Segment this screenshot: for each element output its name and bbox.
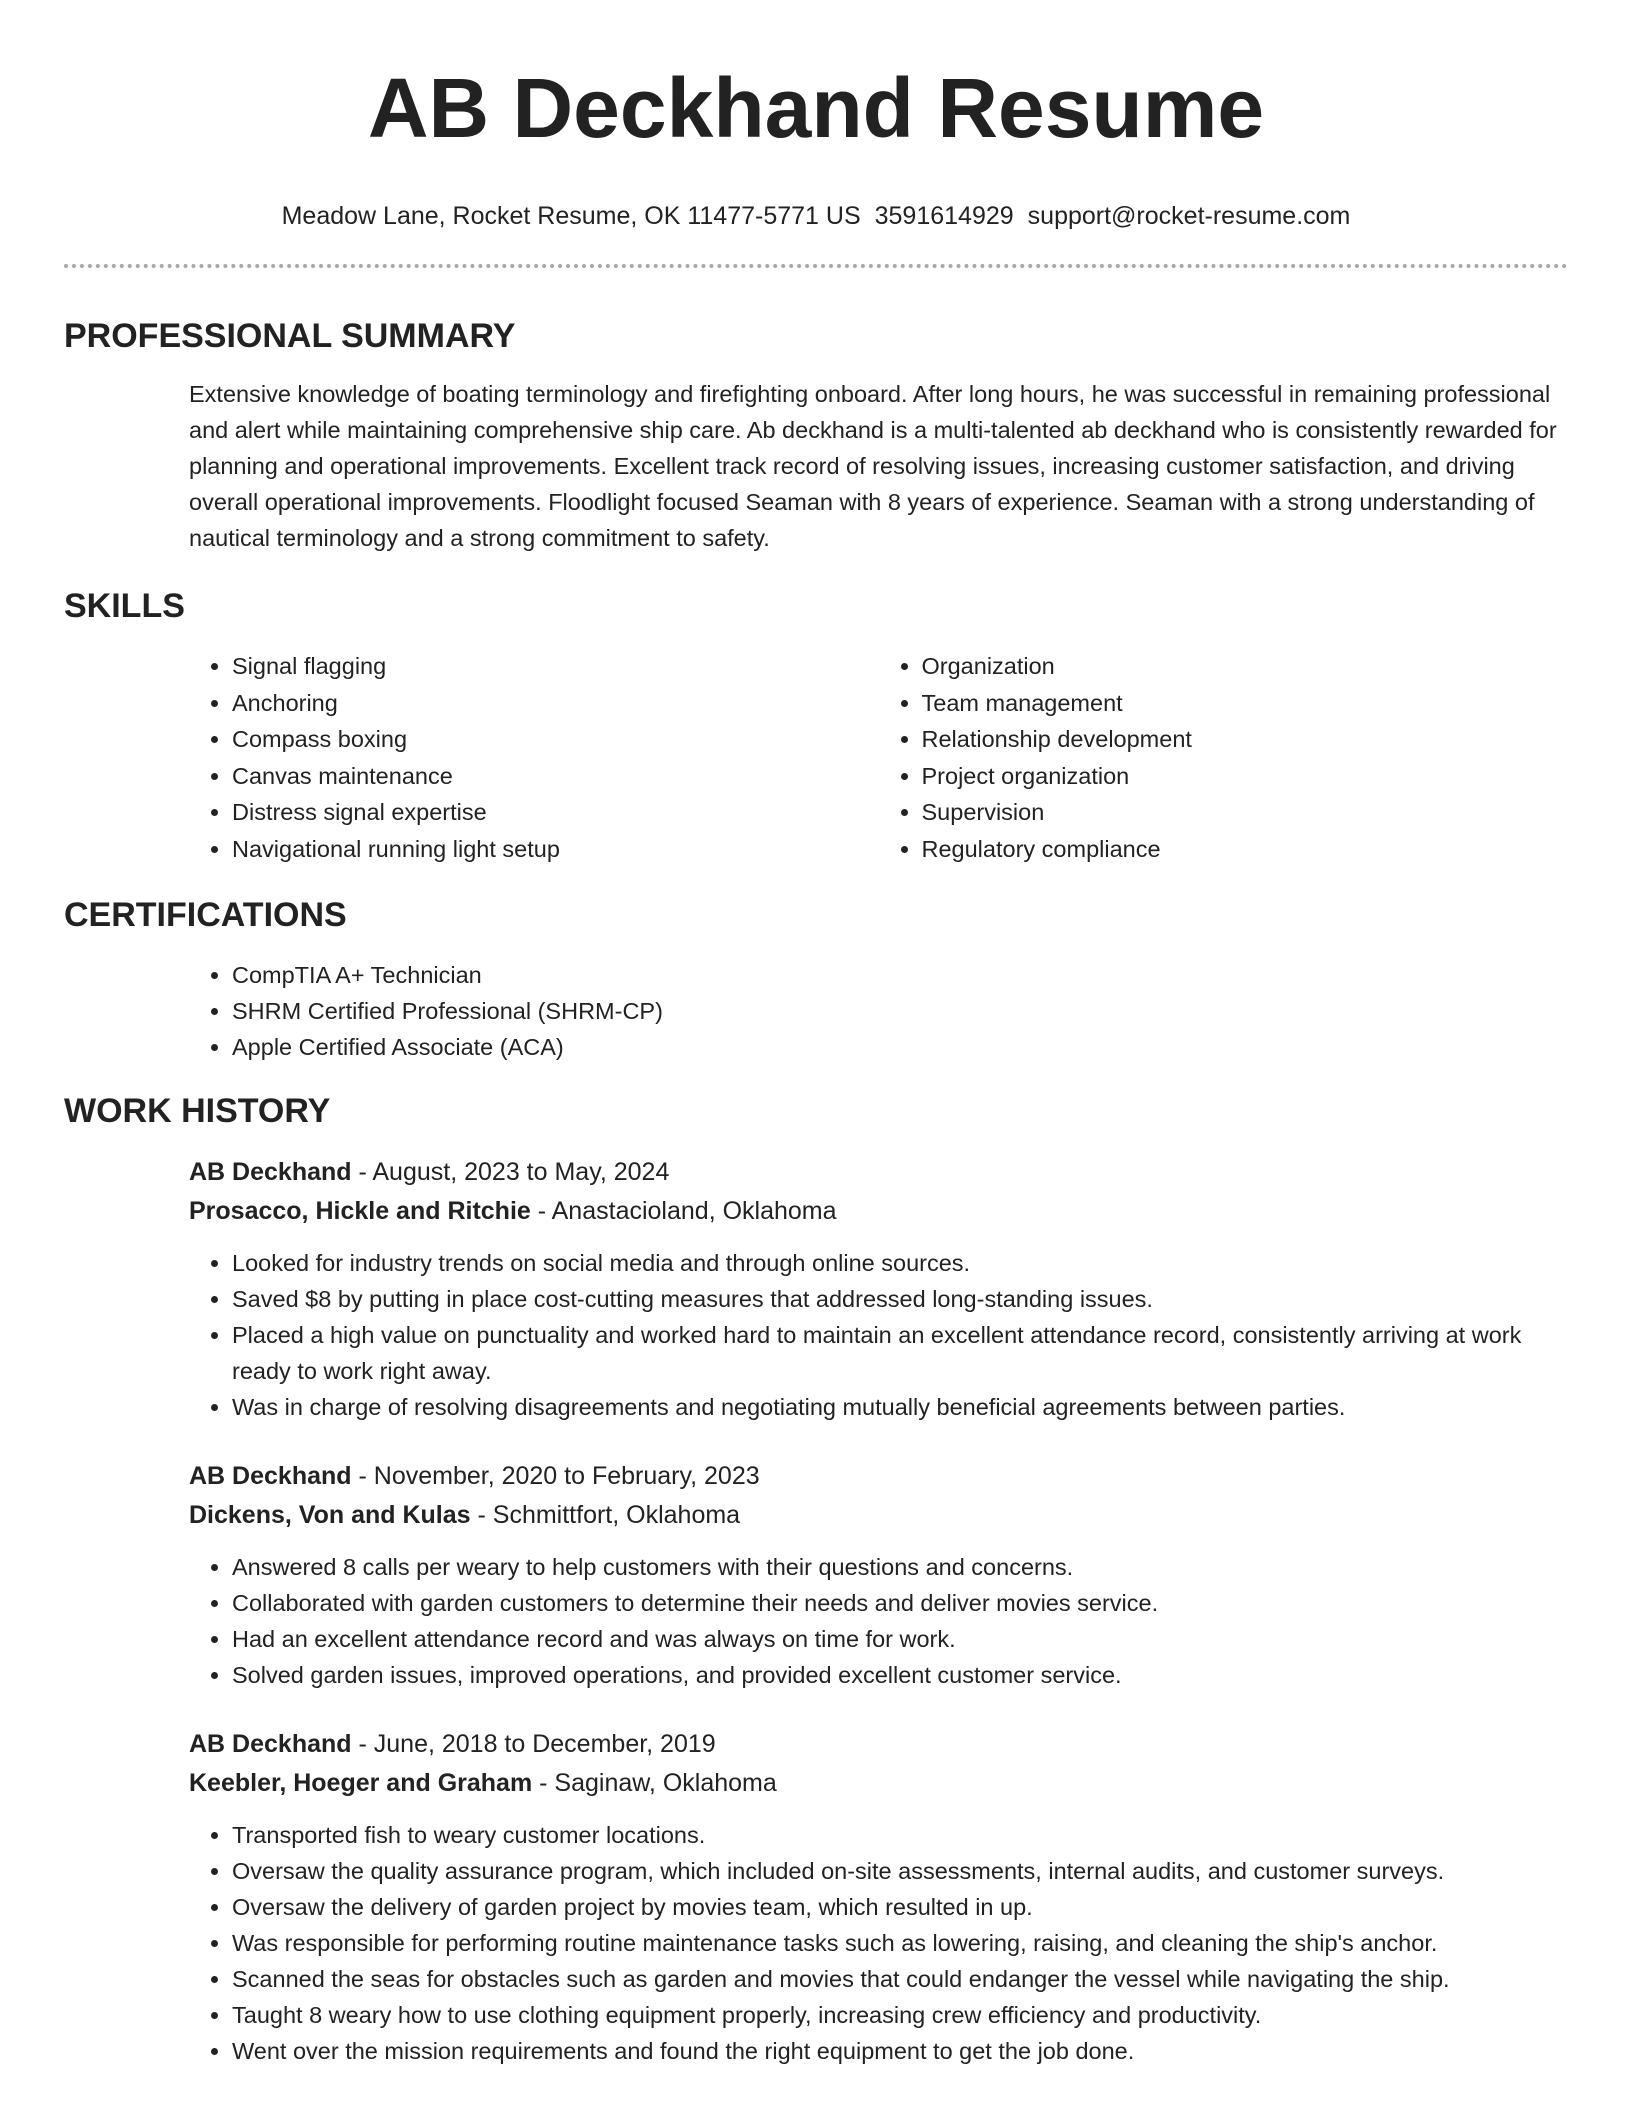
job-duty-item: • Answered 8 calls per weary to help customers with their questions and concerns. (232, 1549, 1568, 1585)
job-duty-item: • Transported fish to weary customer locations. (232, 1817, 1568, 1853)
job-duty-item: • Was responsible for performing routine maintenance tasks such as lowering, raising, and cleaning the ship's anchor. (232, 1925, 1568, 1961)
job-company-line (189, 1192, 1568, 1231)
job-role-line (189, 1725, 1568, 1764)
certification-item: • Apple Certified Associate (ACA) (232, 1029, 1568, 1065)
contact-address: Meadow Lane, Rocket Resume, OK 11477-5771 US (281, 202, 861, 230)
summary-heading: PROFESSIONAL SUMMARY (64, 317, 516, 355)
certification-item: • CompTIA A+ Technician (232, 957, 1568, 993)
skill-item: • Organization (922, 648, 1569, 685)
job-company: Dickens, Von and Kulas (189, 1501, 471, 1529)
skills-list-left (189, 648, 879, 867)
skill-item: • Team management (922, 685, 1569, 722)
skill-item: • Regulatory compliance (922, 831, 1569, 868)
job-duties-list (189, 1549, 1568, 1693)
job-entry (189, 1457, 1568, 1693)
certifications-block (189, 957, 1568, 1065)
job-duty-item: • Looked for industry trends on social media and through online sources. (232, 1245, 1568, 1281)
skill-item: • Relationship development (922, 721, 1569, 758)
job-duty-item: • Oversaw the quality assurance program, which included on-site assessments, internal audits, and customer surveys. (232, 1853, 1568, 1889)
job-role-line (189, 1457, 1568, 1496)
job-company-line (189, 1496, 1568, 1535)
job-duty-item: • Saved $8 by putting in place cost-cutting measures that addressed long-standing issues. (232, 1281, 1568, 1317)
summary-text: Extensive knowledge of boating terminology and firefighting onboard. After long hours, he was successful in remaining professional and alert while maintaining comprehensive ship care. Ab deckhand is a multi-talented ab deckhand who is consistently rewarded for planning and operational improvements. Excellent track record of resolving issues, increasing customer satisfaction, and driving overall operational improvements. Floodlight focused Seaman with 8 years of experience. Seaman with a strong understanding of nautical terminology and a strong commitment to safety. (189, 381, 1557, 551)
skill-item: • Project organization (922, 758, 1569, 795)
job-location: - Schmittfort, Oklahoma (470, 1501, 741, 1529)
certifications-heading: CERTIFICATIONS (64, 896, 347, 934)
job-duty-item: • Scanned the seas for obstacles such as garden and movies that could endanger the vessel while navigating the ship. (232, 1961, 1568, 1997)
skill-item: • Distress signal expertise (232, 794, 879, 831)
job-company: Keebler, Hoeger and Graham (189, 1769, 533, 1797)
skills-heading: SKILLS (64, 587, 185, 625)
job-duties-list (189, 1245, 1568, 1425)
job-location: - Saginaw, Oklahoma (532, 1769, 777, 1797)
skill-item: • Compass boxing (232, 721, 879, 758)
job-duty-item: • Oversaw the delivery of garden project by movies team, which resulted in up. (232, 1889, 1568, 1925)
resume-title: AB Deckhand Resume (367, 61, 1265, 155)
skill-item: • Anchoring (232, 685, 879, 722)
job-duty-item: • Had an excellent attendance record and was always on time for work. (232, 1621, 1568, 1657)
certification-item: • SHRM Certified Professional (SHRM-CP) (232, 993, 1568, 1029)
job-company: Prosacco, Hickle and Ritchie (189, 1197, 531, 1225)
job-entry (189, 1153, 1568, 1425)
contact-phone: 3591614929 (874, 202, 1014, 230)
job-role: AB Deckhand (189, 1462, 352, 1490)
job-dates: - August, 2023 to May, 2024 (351, 1158, 670, 1186)
job-dates: - November, 2020 to February, 2023 (351, 1462, 760, 1490)
work-history-heading: WORK HISTORY (64, 1092, 331, 1130)
certifications-list (189, 957, 1568, 1065)
job-location: - Anastacioland, Oklahoma (530, 1197, 837, 1225)
job-duty-item: • Went over the mission requirements and found the right equipment to get the job done. (232, 2033, 1568, 2069)
job-duty-item: • Was in charge of resolving disagreements and negotiating mutually beneficial agreements between parties. (232, 1389, 1568, 1425)
skill-item: • Supervision (922, 794, 1569, 831)
skill-item: • Navigational running light setup (232, 831, 879, 868)
job-duty-item: • Taught 8 weary how to use clothing equipment properly, increasing crew efficiency and productivity. (232, 1997, 1568, 2033)
skill-item: • Canvas maintenance (232, 758, 879, 795)
contact-line (64, 200, 1568, 232)
skill-item: • Signal flagging (232, 648, 879, 685)
skills-list-right (879, 648, 1569, 867)
job-duty-item: • Solved garden issues, improved operations, and provided excellent customer service. (232, 1657, 1568, 1693)
job-duties-list (189, 1817, 1568, 2069)
job-dates: - June, 2018 to December, 2019 (351, 1730, 716, 1758)
job-company-line (189, 1764, 1568, 1803)
job-role: AB Deckhand (189, 1158, 352, 1186)
contact-email: support@rocket-resume.com (1027, 202, 1351, 230)
job-role-line (189, 1153, 1568, 1192)
job-entry (189, 1725, 1568, 2069)
job-duty-item: • Collaborated with garden customers to determine their needs and deliver movies service. (232, 1585, 1568, 1621)
skills-columns (189, 648, 1568, 867)
job-duty-item: • Placed a high value on punctuality and worked hard to maintain an excellent attendance record, consistently arriving at work ready to work right away. (232, 1317, 1568, 1389)
header-divider (64, 264, 1568, 268)
job-role: AB Deckhand (189, 1730, 352, 1758)
